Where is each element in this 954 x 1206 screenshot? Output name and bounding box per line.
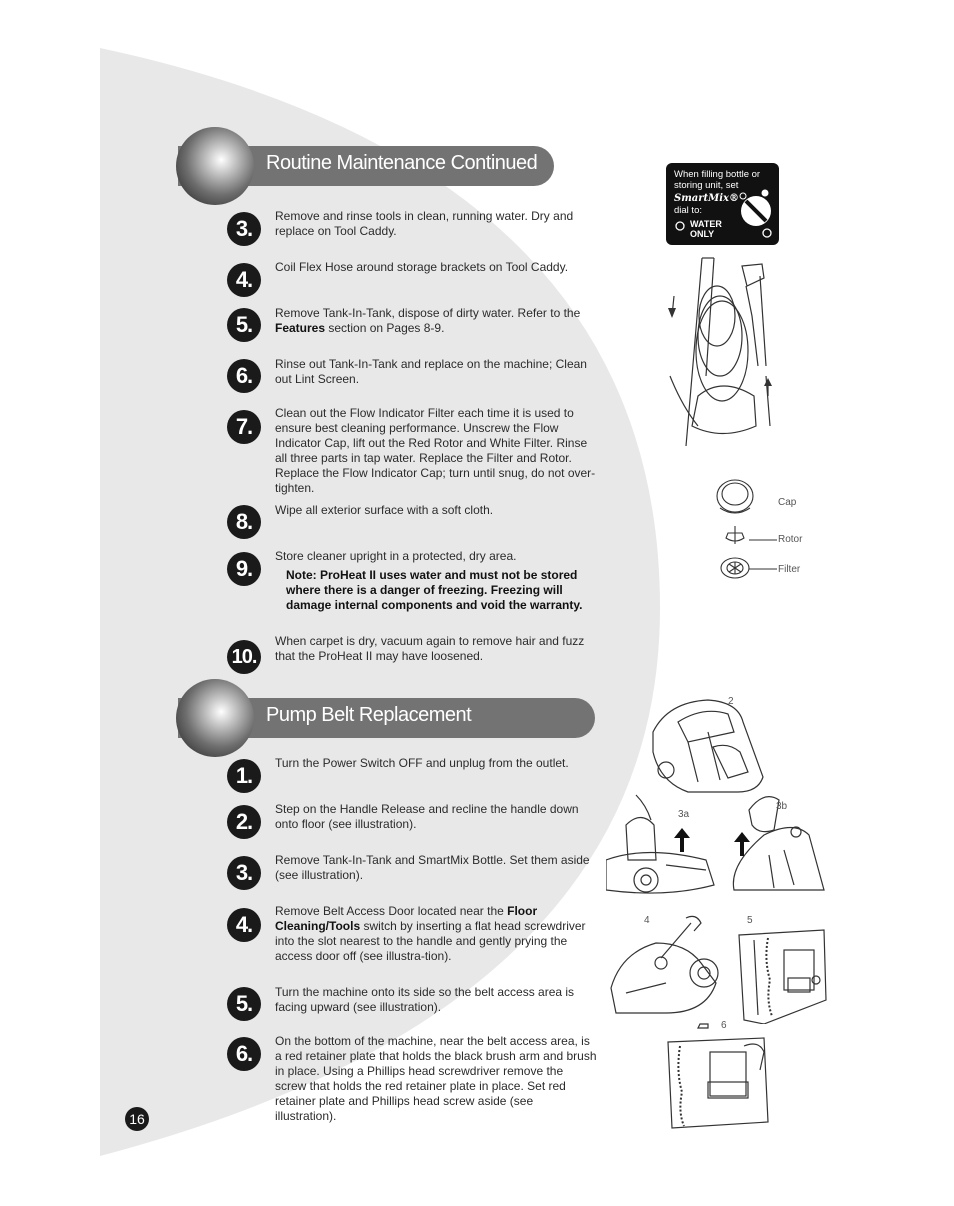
smartmix-line1: When filling bottle or storing unit, set [674, 169, 761, 191]
smartmix-callout [666, 163, 779, 245]
step-number: 2. [227, 805, 261, 839]
step-text-bold: Features [275, 321, 326, 335]
step-number: 10. [227, 640, 261, 674]
section-ball-icon [176, 679, 254, 757]
reclined-handle-illustration [648, 692, 768, 797]
smartmix-line2: dial to: [674, 205, 702, 216]
step-text: Wipe all exterior surface with a soft cloth. [275, 503, 494, 517]
smartmix-water: WATER [690, 219, 722, 229]
step-number: 6. [227, 359, 261, 393]
illustration-label: 5 [747, 915, 753, 926]
warning-note: Note: ProHeat II uses water and must not be stored where there is a danger of freezing. Freezing will damage internal components and void the warranty. [286, 568, 583, 612]
step-number: 4. [227, 263, 261, 297]
smartmix-brand: SmartMix® [674, 193, 739, 204]
step-number: 4. [227, 908, 261, 942]
belt-door-illustration [606, 913, 721, 1017]
section-title: Pump Belt Replacement [266, 704, 472, 726]
cleaner-hose-illustration [662, 256, 782, 452]
step-text: Step on the Handle Release and recline the handle down onto floor (see illustration). [275, 802, 579, 831]
step-text [275, 904, 597, 964]
section-title: Routine Maintenance Continued [266, 152, 538, 174]
step-text-post: section on Pages 8-9. [325, 321, 445, 335]
step-text-bold: Floor Cleaning/Tools [275, 904, 538, 933]
step-text: Remove and rinse tools in clean, running water. Dry and replace on Tool Caddy. [275, 209, 574, 238]
remove-tank-illustration [606, 790, 716, 898]
step-text: Turn the Power Switch OFF and unplug from the outlet. [275, 756, 569, 770]
smartmix-dial-icon [666, 163, 779, 245]
step-text [275, 306, 597, 336]
step-number: 1. [227, 759, 261, 793]
filter-parts-illustration [712, 478, 782, 584]
page-number: 16 [125, 1107, 149, 1131]
step-text: Rinse out Tank-In-Tank and replace on the machine; Clean out Lint Screen. [275, 357, 587, 386]
illustration-label: 3b [776, 801, 788, 812]
smartmix-only: ONLY [690, 229, 715, 239]
step-text: Clean out the Flow Indicator Filter each time it is used to ensure best cleaning performance. Unscrew the Flow Indicator Cap, lift out the Red Rotor and White Filter. Rinse all three parts in tap water. Replace the Filter and Rotor. Replace the Flow Indicator Cap; turn until snug, do not over-tighten. [275, 406, 596, 495]
step-number: 6. [227, 1037, 261, 1071]
step-text-pre: Remove Belt Access Door located near the [275, 904, 508, 918]
step-text: Store cleaner upright in a protected, dry area. [275, 549, 517, 563]
step-number: 5. [227, 987, 261, 1021]
step-text: Remove Tank-In-Tank and SmartMix Bottle. Set them aside (see illustration). [275, 853, 590, 882]
step-text-post: switch by inserting a flat head screwdriver into the slot nearest to the handle and gently prying the access door off (see illustra-tion). [275, 919, 586, 963]
step-text: When carpet is dry, vacuum again to remove hair and fuzz that the ProHeat II may have loosened. [275, 634, 585, 663]
step-number: 5. [227, 308, 261, 342]
illustration-label: 4 [644, 915, 650, 926]
illustration-label: 2 [728, 696, 734, 707]
step-number: 3. [227, 212, 261, 246]
step-text: Turn the machine onto its side so the belt access area is facing upward (see illustration). [275, 985, 575, 1014]
step-text: On the bottom of the machine, near the belt access area, is a red retainer plate that holds the black brush arm and brush in place. Using a Phillips head screwdriver remove the screw that holds the red retainer plate in place. Set red retainer plate and Phillips head screw aside (see illustration). [275, 1034, 597, 1123]
illustration-label: 6 [721, 1020, 727, 1031]
step-number: 3. [227, 856, 261, 890]
section-ball-icon [176, 127, 254, 205]
label-filter: Filter [778, 564, 801, 575]
step-text-pre: Remove Tank-In-Tank, dispose of dirty water. Refer to the [275, 306, 581, 320]
label-cap: Cap [778, 497, 797, 508]
machine-on-side-illustration [734, 920, 830, 1024]
step-text: Coil Flex Hose around storage brackets on Tool Caddy. [275, 260, 569, 274]
retainer-plate-illustration [664, 1022, 774, 1130]
step-number: 8. [227, 505, 261, 539]
label-rotor: Rotor [778, 534, 803, 545]
illustration-label: 3a [678, 809, 690, 820]
step-number: 7. [227, 410, 261, 444]
step-number: 9. [227, 552, 261, 586]
